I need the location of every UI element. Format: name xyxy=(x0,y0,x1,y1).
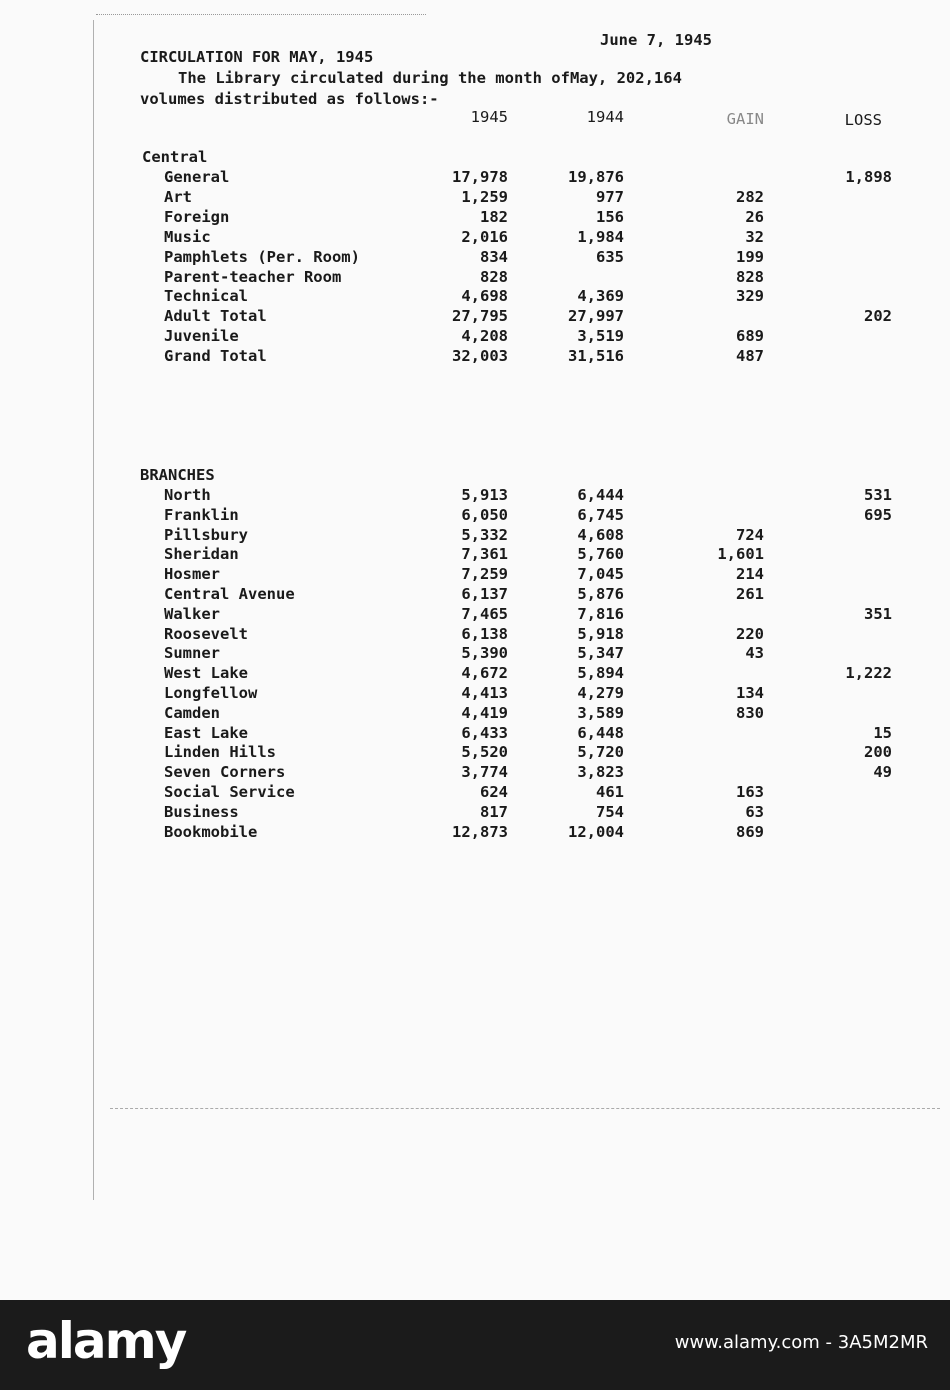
cell-loss: 695 xyxy=(864,505,892,524)
page-bottom-mark xyxy=(110,1108,940,1109)
cell-gain: 828 xyxy=(736,267,764,286)
cell-y1945: 5,913 xyxy=(461,486,508,504)
cell-loss: 202 xyxy=(864,307,892,326)
cell-gain: 134 xyxy=(736,684,764,702)
cell-y1945: 4,419 xyxy=(461,703,508,722)
cell-loss: 351 xyxy=(864,604,892,623)
cell-gain: 214 xyxy=(736,565,764,584)
cell-y1944: 31,516 xyxy=(568,347,624,366)
row-label: Adult Total xyxy=(164,307,267,326)
row-label: Franklin xyxy=(164,505,239,524)
intro-line-2: volumes distributed as follows:- xyxy=(140,90,439,108)
row-label: Sheridan xyxy=(164,545,239,564)
column-header-1944: 1944 xyxy=(586,108,624,126)
row-label: Central Avenue xyxy=(164,585,295,603)
row-label: Art xyxy=(164,187,192,206)
cell-y1945: 17,978 xyxy=(452,168,508,186)
cell-y1945: 2,016 xyxy=(461,227,508,246)
row-label: Technical xyxy=(164,287,248,306)
row-label: Music xyxy=(164,227,211,246)
row-label: Parent-teacher Room xyxy=(164,267,342,286)
alamy-logo: alamy xyxy=(26,1312,186,1370)
cell-y1944: 5,720 xyxy=(577,743,624,762)
watermark-id: www.alamy.com - 3A5M2MR xyxy=(674,1332,928,1353)
cell-gain: 487 xyxy=(736,347,764,366)
cell-y1945: 27,795 xyxy=(452,307,508,326)
row-label: Bookmobile xyxy=(164,822,258,841)
row-label: Longfellow xyxy=(164,684,258,702)
cell-loss: 1,898 xyxy=(845,168,892,186)
cell-y1944: 977 xyxy=(596,187,624,206)
cell-y1944: 7,816 xyxy=(577,604,624,623)
cell-y1944: 4,369 xyxy=(577,287,624,306)
cell-gain: 1,601 xyxy=(717,545,764,564)
cell-y1945: 828 xyxy=(480,267,508,286)
cell-y1945: 5,390 xyxy=(461,644,508,663)
cell-y1944: 4,608 xyxy=(577,525,624,544)
cell-y1945: 7,259 xyxy=(461,565,508,584)
cell-y1945: 4,413 xyxy=(461,684,508,702)
cell-y1945: 6,138 xyxy=(461,624,508,643)
cell-y1944: 5,918 xyxy=(577,624,624,643)
column-header-loss: LOSS xyxy=(844,111,882,129)
row-label: Grand Total xyxy=(164,347,267,366)
cell-gain: 724 xyxy=(736,525,764,544)
cell-y1944: 27,997 xyxy=(568,307,624,326)
cell-y1945: 7,361 xyxy=(461,545,508,564)
cell-y1945: 5,332 xyxy=(461,525,508,544)
cell-gain: 282 xyxy=(736,187,764,206)
row-label: Pamphlets (Per. Room) xyxy=(164,247,360,266)
cell-y1944: 6,448 xyxy=(577,723,624,742)
cell-gain: 220 xyxy=(736,624,764,643)
cell-y1945: 12,873 xyxy=(452,822,508,841)
cell-gain: 261 xyxy=(736,585,764,603)
column-header-1945: 1945 xyxy=(470,108,508,126)
intro-text-a: The Library circulated during the month of xyxy=(178,69,570,87)
cell-y1944: 4,279 xyxy=(577,684,624,702)
cell-y1944: 5,760 xyxy=(577,545,624,564)
row-label: West Lake xyxy=(164,664,248,683)
row-label: Foreign xyxy=(164,207,230,226)
row-label: Social Service xyxy=(164,783,295,801)
cell-y1945: 6,137 xyxy=(461,585,508,603)
cell-y1944: 6,444 xyxy=(577,486,624,504)
cell-gain: 32 xyxy=(745,227,764,246)
cell-y1945: 6,433 xyxy=(461,723,508,742)
cell-y1945: 182 xyxy=(480,207,508,226)
row-label: Juvenile xyxy=(164,327,239,346)
column-header-gain: GAIN xyxy=(726,110,764,128)
cell-y1944: 3,823 xyxy=(577,763,624,782)
cell-gain: 63 xyxy=(745,802,764,821)
cell-gain: 830 xyxy=(736,703,764,722)
row-label: Camden xyxy=(164,703,220,722)
cell-y1944: 3,519 xyxy=(577,327,624,346)
cell-gain: 26 xyxy=(745,207,764,226)
cell-y1945: 3,774 xyxy=(461,763,508,782)
branches-heading: BRANCHES xyxy=(140,466,215,484)
cell-gain: 199 xyxy=(736,247,764,266)
cell-y1944: 7,045 xyxy=(577,565,624,584)
cell-loss: 531 xyxy=(864,486,892,504)
cell-gain: 43 xyxy=(745,644,764,663)
row-label: North xyxy=(164,486,211,504)
cell-y1944: 5,347 xyxy=(577,644,624,663)
row-label: Walker xyxy=(164,604,220,623)
cell-y1945: 5,520 xyxy=(461,743,508,762)
row-label: Linden Hills xyxy=(164,743,276,762)
watermark-bar xyxy=(0,1300,950,1390)
row-label: Seven Corners xyxy=(164,763,286,782)
row-label: Pillsbury xyxy=(164,525,248,544)
cell-y1944: 156 xyxy=(596,207,624,226)
intro-line-1 xyxy=(178,71,682,87)
document-date: June 7, 1945 xyxy=(600,31,712,49)
cell-loss: 1,222 xyxy=(845,664,892,683)
cell-y1945: 4,698 xyxy=(461,287,508,306)
cell-y1945: 4,672 xyxy=(461,664,508,683)
cell-y1944: 12,004 xyxy=(568,822,624,841)
cell-gain: 163 xyxy=(736,783,764,801)
row-label: Sumner xyxy=(164,644,220,663)
cell-y1944: 635 xyxy=(596,247,624,266)
cell-y1945: 624 xyxy=(480,783,508,801)
cell-loss: 15 xyxy=(873,723,892,742)
cell-y1944: 754 xyxy=(596,802,624,821)
row-label: General xyxy=(164,168,230,186)
cell-y1944: 6,745 xyxy=(577,505,624,524)
row-label: Roosevelt xyxy=(164,624,248,643)
cell-y1944: 461 xyxy=(596,783,624,801)
cell-y1944: 3,589 xyxy=(577,703,624,722)
cell-gain: 329 xyxy=(736,287,764,306)
cell-y1945: 32,003 xyxy=(452,347,508,366)
cell-y1945: 7,465 xyxy=(461,604,508,623)
row-label: Hosmer xyxy=(164,565,220,584)
cell-gain: 869 xyxy=(736,822,764,841)
cell-y1944: 5,876 xyxy=(577,585,624,603)
cell-y1945: 6,050 xyxy=(461,505,508,524)
document-title: CIRCULATION FOR MAY, 1945 xyxy=(140,48,374,66)
row-label: Business xyxy=(164,802,239,821)
row-label: East Lake xyxy=(164,723,248,742)
central-heading: Central xyxy=(142,148,208,166)
cell-y1945: 834 xyxy=(480,247,508,266)
page-top-mark xyxy=(96,14,426,15)
cell-gain: 689 xyxy=(736,327,764,346)
cell-y1945: 4,208 xyxy=(461,327,508,346)
cell-y1945: 1,259 xyxy=(461,187,508,206)
page-margin-line xyxy=(93,20,94,1200)
cell-loss: 49 xyxy=(873,763,892,782)
cell-y1944: 19,876 xyxy=(568,168,624,186)
cell-y1944: 5,894 xyxy=(577,664,624,683)
cell-y1944: 1,984 xyxy=(577,227,624,246)
cell-y1945: 817 xyxy=(480,802,508,821)
intro-text-b: May, 202,164 xyxy=(569,69,682,87)
cell-loss: 200 xyxy=(864,743,892,762)
